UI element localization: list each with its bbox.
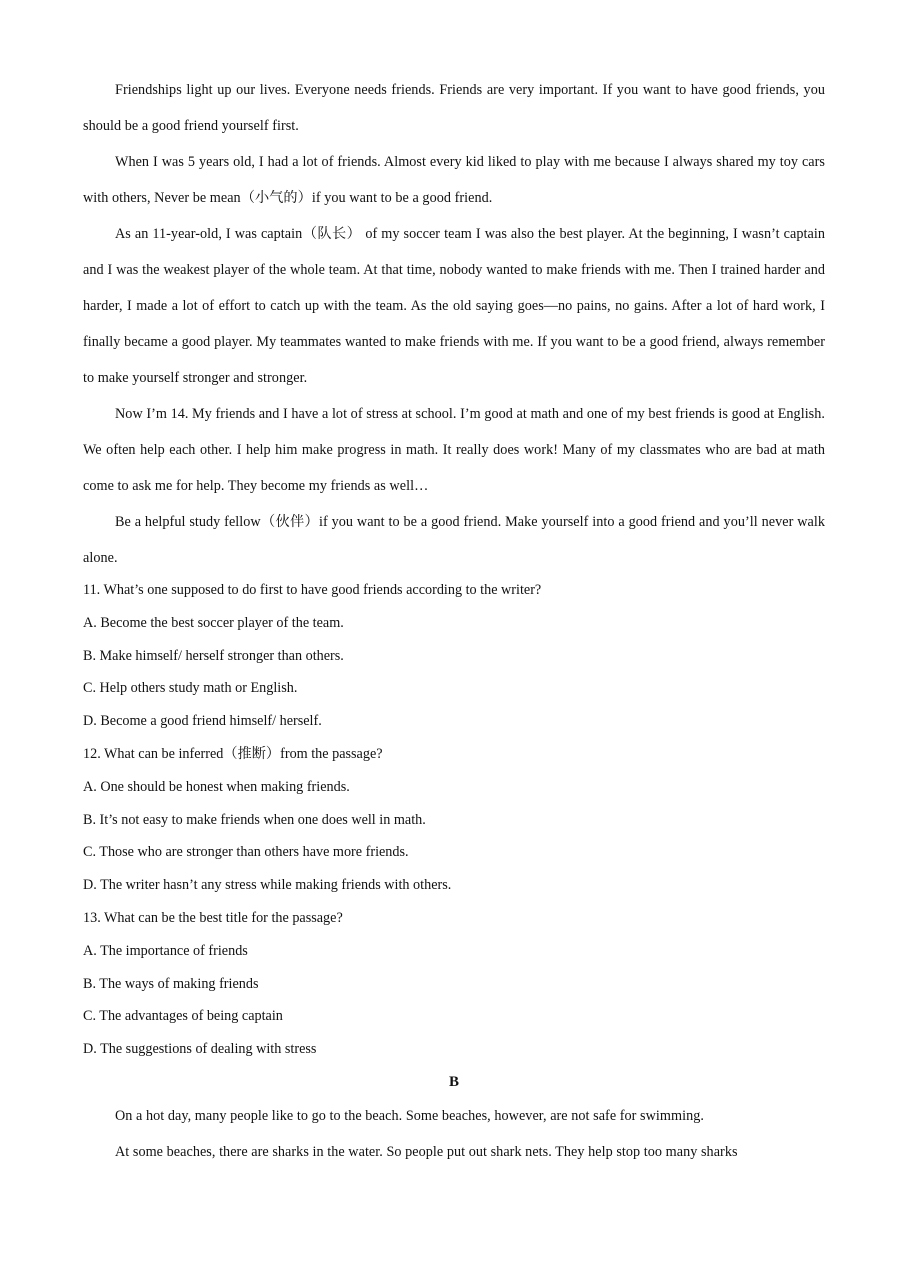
passage-a — [83, 72, 825, 576]
document-page — [83, 72, 825, 1170]
question-11 — [83, 574, 825, 738]
passage-a-paragraph-4: Now I’m 14. My friends and I have a lot of stress at school. I’m good at math and one of my best friends is good at English. We often help each other. I help him make progress in math. It really does work! Many of my classmates who are bad at math come to ask me for help. They become my friends as well… — [83, 406, 825, 494]
question-option: D. The suggestions of dealing with stress — [83, 1041, 317, 1058]
passage-a-paragraph-1: Friendships light up our lives. Everyone needs friends. Friends are very important. If you want to have good friends, you should be a good friend yourself first. — [83, 82, 825, 134]
passage-a-paragraph-3: As an 11-year-old, I was captain（队长） of my soccer team I was also the best player. At the beginning, I wasn’t captain and I was the weakest player of the whole team. At that time, nobody wanted to make friends with me. Then I trained harder and harder, I made a lot of effort to catch up with the team. As the old saying goes—no pains, no gains. After a lot of hard work, I finally became a good player. My teammates wanted to make friends with me. If you want to be a good friend, always remember to make yourself stronger and stronger. — [83, 226, 825, 386]
question-option: B. It’s not easy to make friends when one does well in math. — [83, 811, 426, 828]
question-option: A. The importance of friends — [83, 942, 248, 959]
passage-a-paragraph-2: When I was 5 years old, I had a lot of friends. Almost every kid liked to play with me because I always shared my toy cars with others, Never be mean（小气的）if you want to be a good friend. — [83, 154, 825, 206]
question-option: B. The ways of making friends — [83, 975, 259, 992]
question-stem: 11. What’s one supposed to do first to have good friends according to the writer? — [83, 582, 542, 598]
question-option: A. One should be honest when making friends. — [83, 778, 350, 795]
question-stem: 12. What can be inferred（推断）from the passage? — [83, 745, 383, 762]
passage-b-paragraph-2: At some beaches, there are sharks in the water. So people put out shark nets. They help stop too many sharks — [115, 1143, 738, 1160]
passage-a-paragraph-5: Be a helpful study fellow（伙伴）if you want to be a good friend. Make yourself into a good friend and you’ll never walk alone. — [83, 514, 825, 566]
question-option: D. The writer hasn’t any stress while making friends with others. — [83, 877, 452, 894]
question-option: C. Those who are stronger than others have more friends. — [83, 844, 409, 861]
question-block — [83, 574, 825, 1066]
question-option: B. Make himself/ herself stronger than others. — [83, 647, 344, 664]
question-13 — [83, 902, 825, 1066]
question-option: C. The advantages of being captain — [83, 1008, 283, 1025]
question-stem: 13. What can be the best title for the passage? — [83, 909, 343, 926]
question-12 — [83, 738, 825, 902]
passage-b-paragraph-1: On a hot day, many people like to go to the beach. Some beaches, however, are not safe for swimming. — [115, 1107, 704, 1124]
passage-b — [83, 1066, 825, 1170]
passage-b-title: B — [448, 1073, 459, 1090]
question-option: D. Become a good friend himself/ herself. — [83, 713, 322, 730]
question-option: A. Become the best soccer player of the team. — [83, 614, 344, 631]
question-option: C. Help others study math or English. — [83, 680, 298, 697]
